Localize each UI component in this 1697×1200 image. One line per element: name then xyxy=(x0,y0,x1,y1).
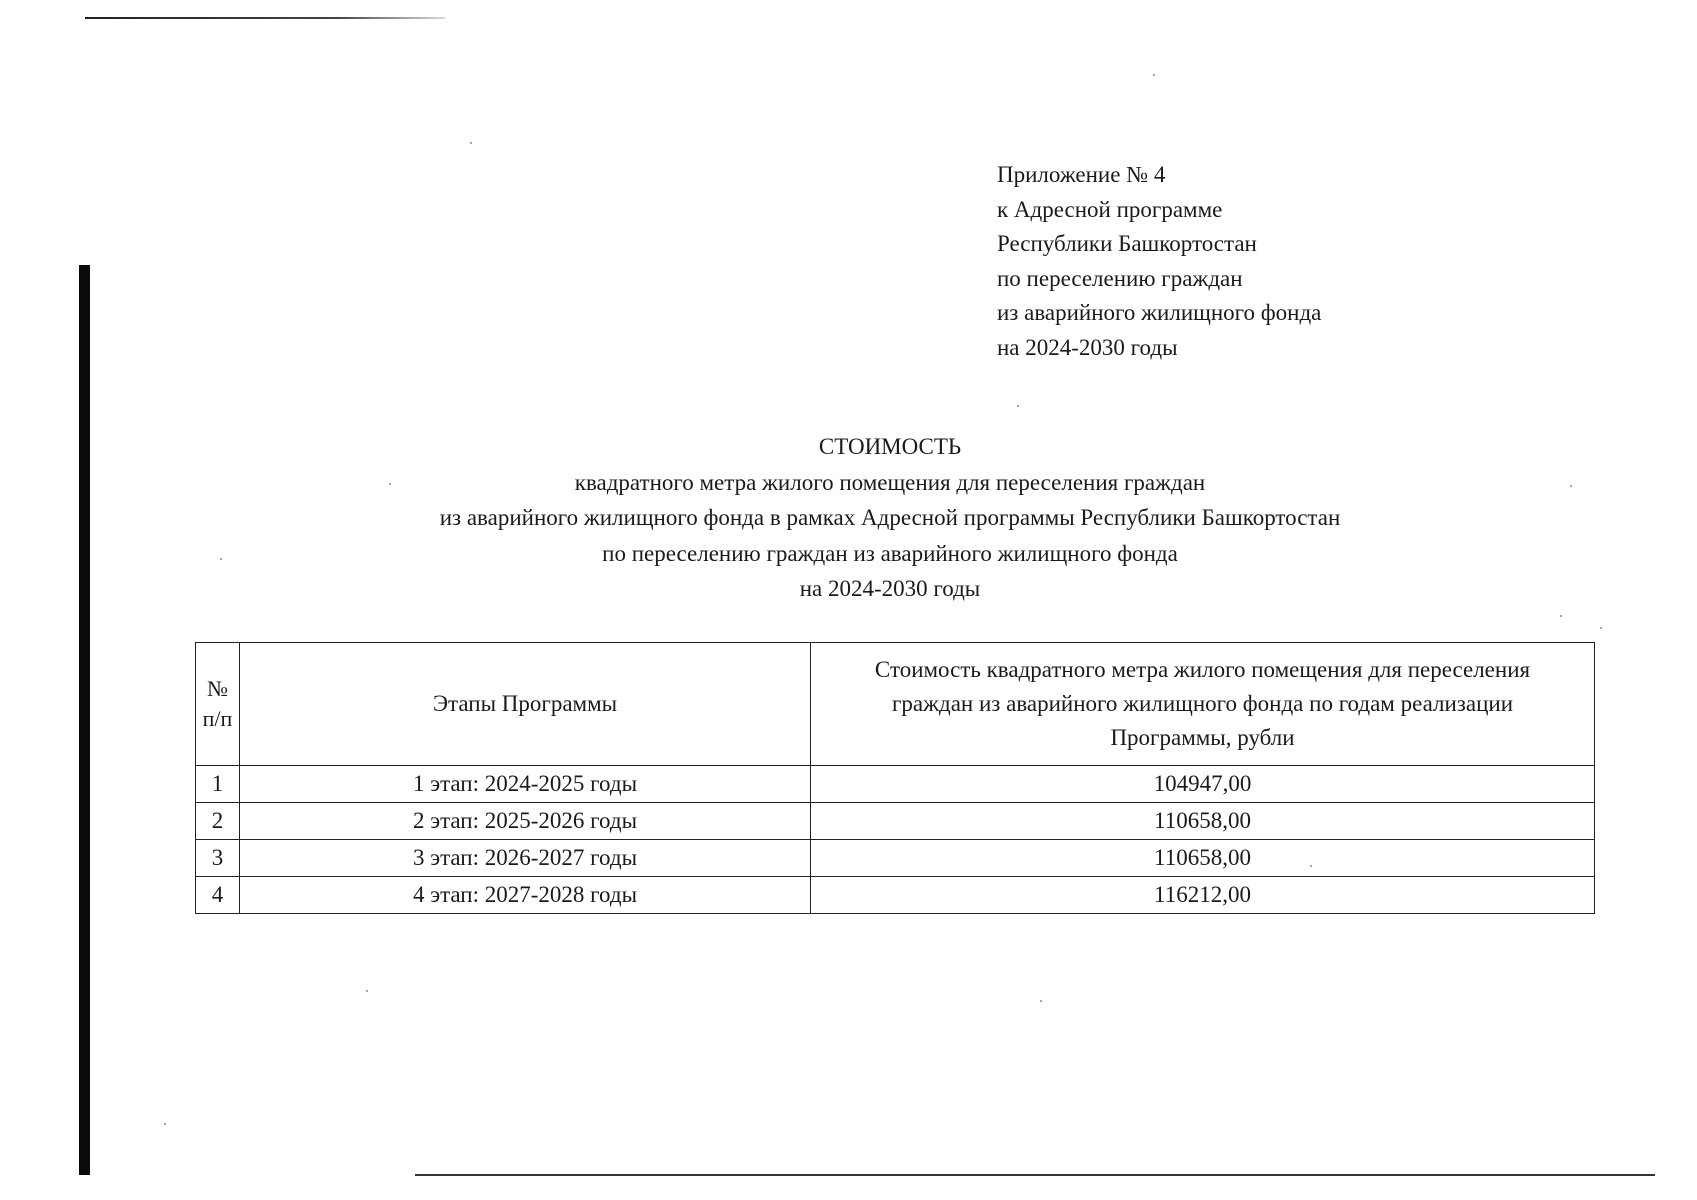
scan-edge-left xyxy=(79,265,90,1175)
scan-speck xyxy=(1560,615,1562,617)
header-stage: Этапы Программы xyxy=(240,643,811,766)
scan-speck xyxy=(1153,74,1155,76)
row-stage: 2 этап: 2025-2026 годы xyxy=(240,803,811,840)
header-cost xyxy=(811,643,1595,766)
scan-line-bottom xyxy=(415,1174,1655,1176)
header-cost-line1: Стоимость квадратного метра жилого помещения для переселения xyxy=(874,657,1531,682)
appendix-line: на 2024-2030 годы xyxy=(997,334,1178,360)
table-row xyxy=(196,877,1595,914)
title-line: квадратного метра жилого помещения для переселения граждан xyxy=(574,469,1206,495)
scan-speck xyxy=(164,1123,166,1125)
appendix-line: из аварийного жилищного фонда xyxy=(997,300,1322,325)
header-cost-line3: Программы, рубли xyxy=(1110,725,1295,750)
row-number: 4 xyxy=(196,877,240,914)
table-row xyxy=(196,766,1595,803)
header-number-line1: № xyxy=(207,676,228,701)
appendix-line: к Адресной программе xyxy=(997,196,1223,222)
scan-line-top xyxy=(85,17,445,19)
row-stage: 1 этап: 2024-2025 годы xyxy=(240,766,811,803)
appendix-line: Приложение № 4 xyxy=(997,162,1166,187)
row-stage: 4 этап: 2027-2028 годы xyxy=(240,877,811,914)
title-line: по переселению граждан из аварийного жилищного фонда xyxy=(602,540,1178,566)
appendix-line: по переселению граждан xyxy=(997,265,1243,291)
table-header-row xyxy=(196,643,1595,766)
scan-speck xyxy=(1017,405,1019,407)
row-number: 3 xyxy=(196,840,240,877)
title-line: из аварийного жилищного фонда в рамках Адресной программы Республики Башкортостан xyxy=(439,505,1341,530)
header-number xyxy=(196,643,240,766)
row-stage: 3 этап: 2026-2027 годы xyxy=(240,840,811,877)
row-number: 2 xyxy=(196,803,240,840)
row-cost: 110658,00 xyxy=(811,840,1595,877)
scan-speck xyxy=(470,142,472,144)
row-number: 1 xyxy=(196,766,240,803)
document-title xyxy=(0,429,1697,607)
row-cost: 104947,00 xyxy=(811,766,1595,803)
row-cost: 110658,00 xyxy=(811,803,1595,840)
scan-speck xyxy=(366,990,368,992)
scan-speck xyxy=(1040,1000,1042,1002)
appendix-reference xyxy=(997,158,1321,365)
table-row xyxy=(196,803,1595,840)
cost-table xyxy=(195,642,1595,914)
title-heading: СТОИМОСТЬ xyxy=(818,434,962,459)
header-cost-line2: граждан из аварийного жилищного фонда по годам реализации xyxy=(891,691,1514,716)
title-line: на 2024-2030 годы xyxy=(799,576,981,601)
row-cost: 116212,00 xyxy=(811,877,1595,914)
table-row xyxy=(196,840,1595,877)
scan-speck xyxy=(1600,627,1602,629)
appendix-line: Республики Башкортостан xyxy=(997,231,1257,256)
header-number-line2: п/п xyxy=(202,706,233,731)
